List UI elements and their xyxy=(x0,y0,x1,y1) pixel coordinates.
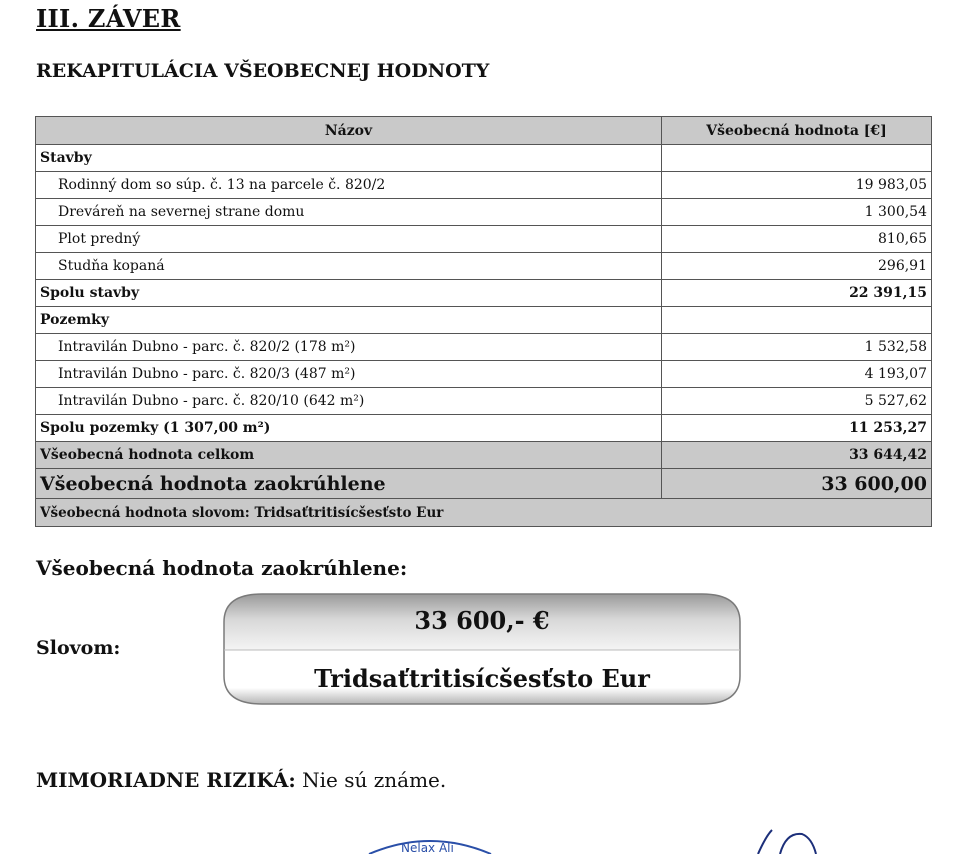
risks-line xyxy=(36,768,446,792)
subtotal-row-land xyxy=(36,415,932,442)
stamp-text: Nelax Ali xyxy=(401,841,454,854)
item-name: Dreváreň na severnej strane domu xyxy=(36,199,662,226)
rounded-total-value: 33 600,00 xyxy=(662,469,932,499)
table-row xyxy=(36,388,932,415)
item-value: 1 532,58 xyxy=(662,334,932,361)
rounded-total-row xyxy=(36,469,932,499)
subtotal-row-buildings xyxy=(36,280,932,307)
value-highlight-box xyxy=(222,592,742,710)
words-label: Slovom: xyxy=(36,637,121,659)
item-value: 810,65 xyxy=(662,226,932,253)
risks-label: MIMORIADNE RIZIKÁ: xyxy=(36,768,296,792)
group-row-land xyxy=(36,307,932,334)
table-row xyxy=(36,199,932,226)
item-name: Studňa kopaná xyxy=(36,253,662,280)
table-row xyxy=(36,172,932,199)
item-name: Plot predný xyxy=(36,226,662,253)
subtotal-label: Spolu stavby xyxy=(36,280,662,307)
grand-total-row xyxy=(36,442,932,469)
group-row-buildings xyxy=(36,145,932,172)
item-name: Rodinný dom so súp. č. 13 na parcele č. 820/2 xyxy=(36,172,662,199)
table-header-row xyxy=(36,117,932,145)
item-value: 1 300,54 xyxy=(662,199,932,226)
group-label: Pozemky xyxy=(36,307,662,334)
table-row xyxy=(36,361,932,388)
item-value: 19 983,05 xyxy=(662,172,932,199)
header-value: Všeobecná hodnota [€] xyxy=(662,117,932,145)
header-name: Názov xyxy=(36,117,662,145)
grand-total-value: 33 644,42 xyxy=(662,442,932,469)
table-row xyxy=(36,334,932,361)
item-value: 4 193,07 xyxy=(662,361,932,388)
box-amount: 33 600,- € xyxy=(414,606,550,635)
grand-total-label: Všeobecná hodnota celkom xyxy=(36,442,662,469)
item-value: 5 527,62 xyxy=(662,388,932,415)
group-label: Stavby xyxy=(36,145,662,172)
rounded-total-label: Všeobecná hodnota zaokrúhlene xyxy=(36,469,662,499)
summary-heading: Všeobecná hodnota zaokrúhlene: xyxy=(36,556,408,580)
item-name: Intravilán Dubno - parc. č. 820/2 (178 m²) xyxy=(36,334,662,361)
item-name: Intravilán Dubno - parc. č. 820/3 (487 m²) xyxy=(36,361,662,388)
subtotal-value: 11 253,27 xyxy=(662,415,932,442)
subtotal-value: 22 391,15 xyxy=(662,280,932,307)
in-words-text: Všeobecná hodnota slovom: Tridsaťtritisícšesťsto Eur xyxy=(36,499,932,527)
recap-table xyxy=(35,116,932,527)
in-words-row xyxy=(36,499,932,527)
table-row xyxy=(36,226,932,253)
box-words: Tridsaťtritisícšesťsto Eur xyxy=(314,664,650,693)
subtotal-label: Spolu pozemky (1 307,00 m²) xyxy=(36,415,662,442)
stamp-image xyxy=(365,836,495,858)
item-name: Intravilán Dubno - parc. č. 820/10 (642 m²) xyxy=(36,388,662,415)
item-value: 296,91 xyxy=(662,253,932,280)
recap-subtitle: REKAPITULÁCIA VŠEOBECNEJ HODNOTY xyxy=(36,60,490,82)
section-title: III. ZÁVER xyxy=(36,4,181,33)
table-row xyxy=(36,253,932,280)
risks-text: Nie sú známe. xyxy=(302,768,447,792)
